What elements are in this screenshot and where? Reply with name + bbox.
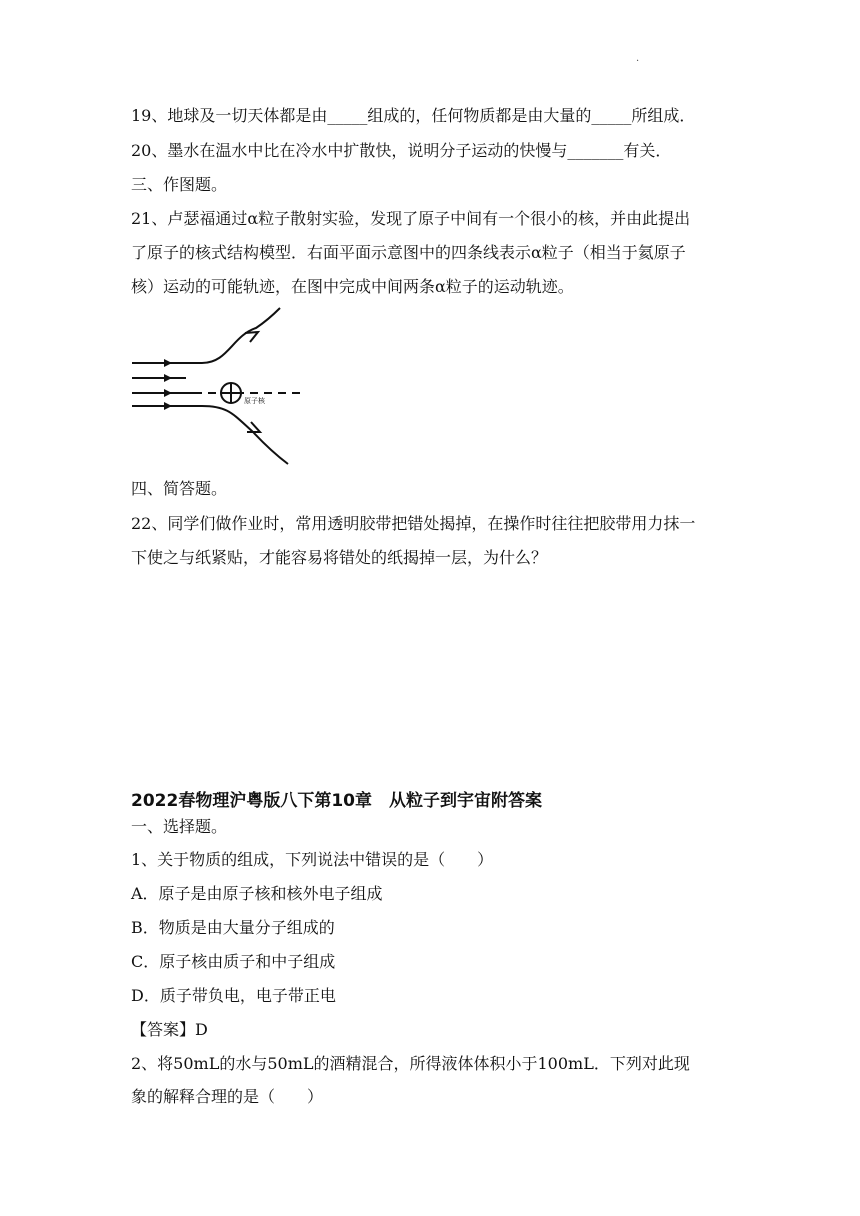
- alpha-scattering-diagram: [128, 306, 308, 472]
- option-c: C．原子核由质子和中子组成: [131, 952, 336, 971]
- section-drawing-heading: 三、作图题。: [131, 175, 228, 194]
- question-21-line-3: 核）运动的可能轨迹，在图中完成中间两条α粒子的运动轨迹。: [131, 277, 574, 296]
- question-22-line-2: 下使之与纸紧贴，才能容易将错处的纸揭掉一层，为什么？: [131, 548, 548, 567]
- upper-arrow-head: [245, 332, 258, 342]
- nucleus-label: 原子核: [244, 397, 265, 405]
- upper-trajectory: [132, 308, 280, 363]
- question-20: 20、墨水在温水中比在冷水中扩散快，说明分子运动的快慢与_______有关．: [131, 141, 672, 160]
- question-21-line-1: 21、卢瑟福通过α粒子散射实验，发现了原子中间有一个很小的核，并由此提出: [131, 209, 691, 228]
- question-22-line-1: 22、同学们做作业时，常用透明胶带把错处揭掉，在操作时往往把胶带用力抹一: [131, 514, 696, 533]
- option-b: B．物质是由大量分子组成的: [131, 918, 335, 937]
- incoming-arrow-heads: [164, 359, 172, 410]
- answer-1: 【答案】D: [131, 1020, 208, 1039]
- section-choice-heading: 一、选择题。: [131, 817, 228, 836]
- page-mark: ·: [636, 56, 640, 67]
- section-short-answer-heading: 四、简答题。: [131, 479, 228, 498]
- nucleus-icon: [221, 383, 241, 403]
- option-d: D．质子带负电，电子带正电: [131, 986, 336, 1005]
- answer-section-title: 2022春物理沪粤版八下第10章 从粒子到宇宙附答案: [131, 791, 542, 811]
- lower-trajectory: [132, 406, 288, 464]
- question-19: 19、地球及一切天体都是由_____组成的，任何物质都是由大量的_____所组成．: [131, 106, 696, 125]
- question-2-line-1: 2、将50mL的水与50mL的酒精混合，所得液体体积小于100mL．下列对此现: [131, 1054, 690, 1073]
- question-2-line-2: 象的解释合理的是（ ）: [131, 1087, 324, 1106]
- question-1: 1、关于物质的组成，下列说法中错误的是（ ）: [131, 850, 494, 869]
- option-a: A．原子是由原子核和核外电子组成: [131, 884, 383, 903]
- question-21-line-2: 了原子的核式结构模型．右面平面示意图中的四条线表示α粒子（相当于氦原子: [131, 243, 686, 262]
